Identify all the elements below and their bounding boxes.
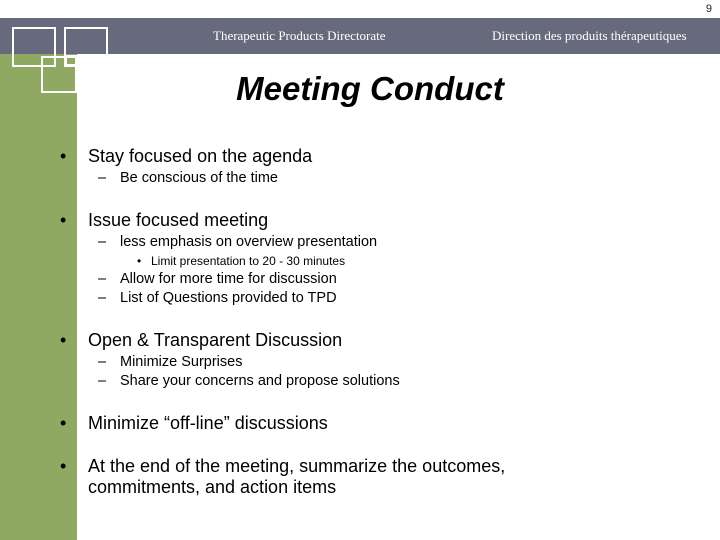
bullet-off-line [60,413,700,434]
slide-title: Meeting Conduct [236,70,504,107]
dash-marker: – [98,290,107,306]
bullet-text: At the end of the meeting, summarize the outcomes, commitments, and action items [88,456,506,497]
bullet-marker: • [60,210,67,230]
sub-bullet-concerns [60,372,700,391]
sub-bullet-questions [60,289,700,308]
sub-bullet-time [60,169,700,188]
dash-marker: – [98,170,107,186]
bullet-text: Open & Transparent Discussion [88,330,343,350]
bullet-marker: • [60,413,67,433]
slide-body [60,146,700,498]
sub-sub-bullet-text: Limit presentation to 20 - 30 minutes [151,254,346,268]
sub-sub-bullet-limit [60,252,700,270]
bullet-agenda [60,146,700,167]
sub-bullet-surprises [60,353,700,372]
header-directorate-en: Therapeutic Products Directorate [213,28,386,43]
bullet-marker: • [60,456,67,476]
page-number: 9 [705,3,712,15]
sub-bullet-text: Allow for more time for discussion [120,271,337,287]
bullet-summarize [60,456,558,498]
header-directorate-fr: Direction des produits thérapeutiques [492,28,687,43]
bullet-text: Stay focused on the agenda [88,146,313,166]
sub-bullet-text: List of Questions provided to TPD [120,290,337,306]
bullet-text: Issue focused meeting [88,210,269,230]
dash-marker: – [98,373,107,389]
sub-bullet-text: Share your concerns and propose solutions [120,373,400,389]
bullet-marker: • [60,146,67,166]
logo-square-4 [65,55,77,66]
sub-bullet-text: Minimize Surprises [120,354,243,370]
sub-bullet-text: less emphasis on overview presentation [120,234,378,250]
bullet-marker: • [137,254,142,268]
dash-marker: – [98,354,107,370]
sub-bullet-overview [60,233,700,252]
bullet-issue-focused [60,210,700,231]
bullet-text: Minimize “off-line” discussions [88,413,328,433]
dash-marker: – [98,234,107,250]
bullet-open-discussion [60,330,700,351]
sub-bullet-text: Be conscious of the time [120,170,278,186]
dash-marker: – [98,271,107,287]
bullet-marker: • [60,330,67,350]
sub-bullet-discussion-time [60,270,700,289]
